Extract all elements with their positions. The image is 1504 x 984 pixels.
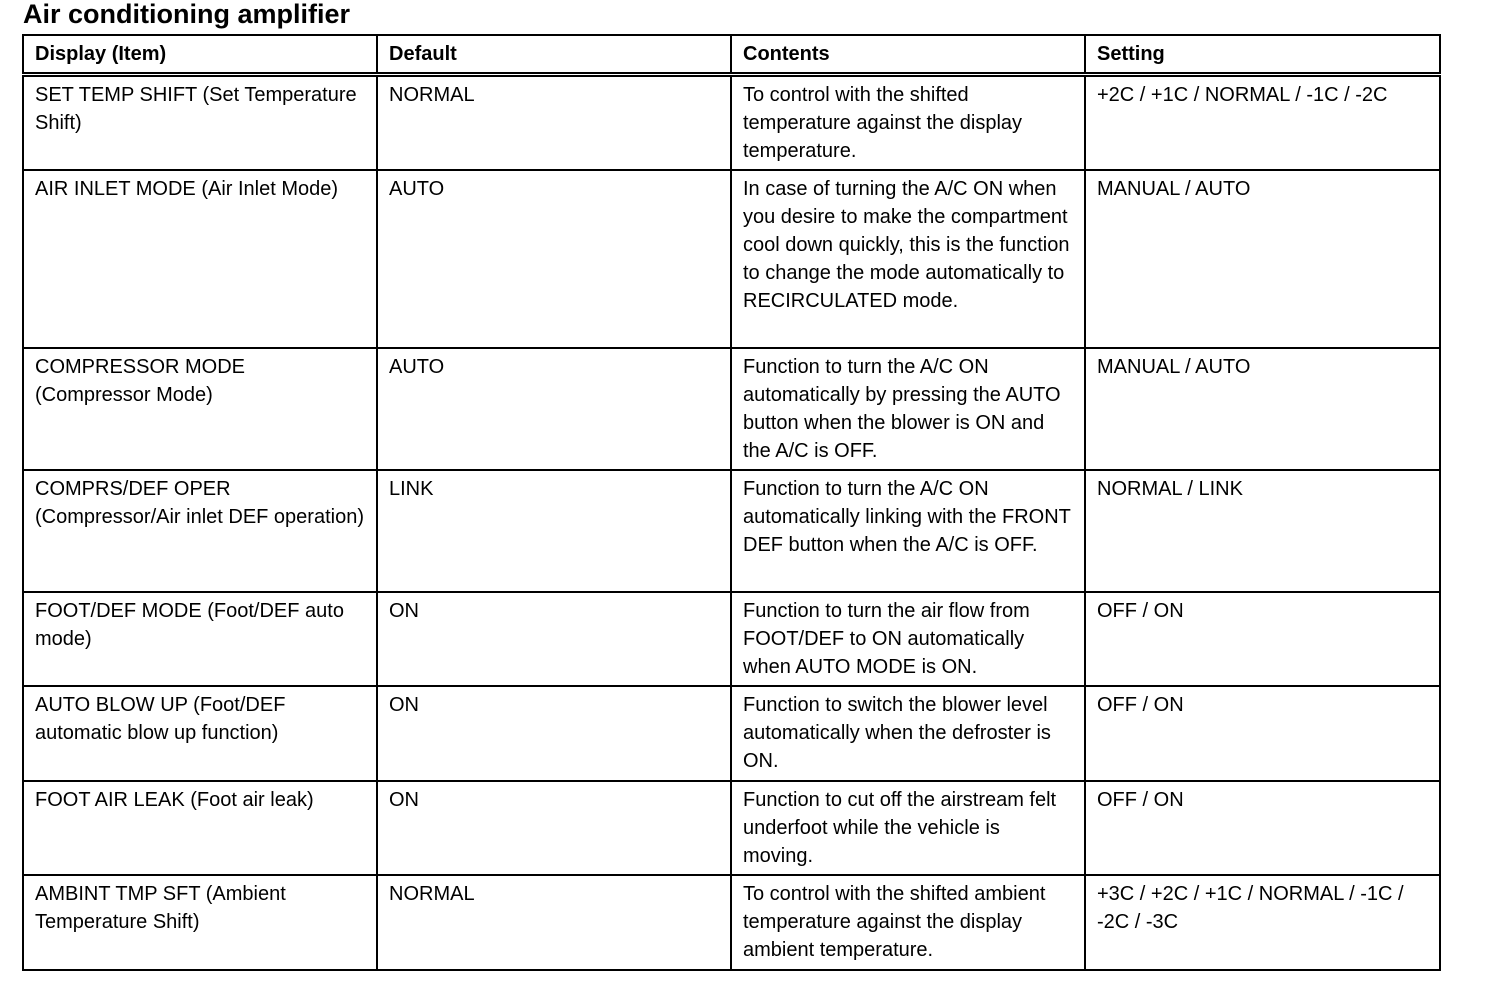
cell-setting: NORMAL / LINK [1085, 470, 1440, 592]
cell-contents: Function to turn the air flow from FOOT/DEF to ON automatically when AUTO MODE is ON. [731, 592, 1085, 686]
cell-default: ON [377, 686, 731, 781]
table-row [23, 875, 1440, 970]
table-row [23, 686, 1440, 781]
cell-default: ON [377, 592, 731, 686]
cell-default: NORMAL [377, 75, 731, 171]
cell-setting: +3C / +2C / +1C / NORMAL / -1C / -2C / -3C [1085, 875, 1440, 970]
cell-default: ON [377, 781, 731, 875]
cell-display: AMBINT TMP SFT (Ambient Temperature Shift) [23, 875, 377, 970]
table-header-row [23, 35, 1440, 75]
cell-contents: Function to turn the A/C ON automatically linking with the FRONT DEF button when the A/C is OFF. [731, 470, 1085, 592]
cell-default: AUTO [377, 348, 731, 470]
table-row [23, 470, 1440, 592]
cell-default: NORMAL [377, 875, 731, 970]
cell-setting: +2C / +1C / NORMAL / -1C / -2C [1085, 75, 1440, 171]
cell-contents: Function to turn the A/C ON automatically by pressing the AUTO button when the blower is ON and the A/C is OFF. [731, 348, 1085, 470]
cell-default: LINK [377, 470, 731, 592]
page-title: Air conditioning amplifier [23, 0, 351, 29]
cell-display: COMPRESSOR MODE (Compressor Mode) [23, 348, 377, 470]
cell-display: AIR INLET MODE (Air Inlet Mode) [23, 170, 377, 348]
cell-contents: To control with the shifted ambient temperature against the display ambient temperature. [731, 875, 1085, 970]
header-display: Display (Item) [23, 35, 377, 75]
cell-setting: MANUAL / AUTO [1085, 170, 1440, 348]
cell-setting: OFF / ON [1085, 686, 1440, 781]
cell-setting: OFF / ON [1085, 592, 1440, 686]
cell-display: SET TEMP SHIFT (Set Temperature Shift) [23, 75, 377, 171]
cell-display: FOOT/DEF MODE (Foot/DEF auto mode) [23, 592, 377, 686]
cell-default: AUTO [377, 170, 731, 348]
table-row [23, 170, 1440, 348]
cell-contents: In case of turning the A/C ON when you desire to make the compartment cool down quickly, this is the function to change the mode automatically to RECIRCULATED mode. [731, 170, 1085, 348]
header-setting: Setting [1085, 35, 1440, 75]
cell-display: AUTO BLOW UP (Foot/DEF automatic blow up function) [23, 686, 377, 781]
cell-setting: OFF / ON [1085, 781, 1440, 875]
cell-display: FOOT AIR LEAK (Foot air leak) [23, 781, 377, 875]
cell-contents: Function to switch the blower level automatically when the defroster is ON. [731, 686, 1085, 781]
table-row [23, 781, 1440, 875]
cell-contents: To control with the shifted temperature against the display temperature. [731, 75, 1085, 171]
header-contents: Contents [731, 35, 1085, 75]
cell-display: COMPRS/DEF OPER (Compressor/Air inlet DEF operation) [23, 470, 377, 592]
table-row [23, 592, 1440, 686]
header-default: Default [377, 35, 731, 75]
cell-contents: Function to cut off the airstream felt underfoot while the vehicle is moving. [731, 781, 1085, 875]
table-row [23, 348, 1440, 470]
settings-table [22, 34, 1441, 971]
cell-setting: MANUAL / AUTO [1085, 348, 1440, 470]
table-row [23, 75, 1440, 171]
